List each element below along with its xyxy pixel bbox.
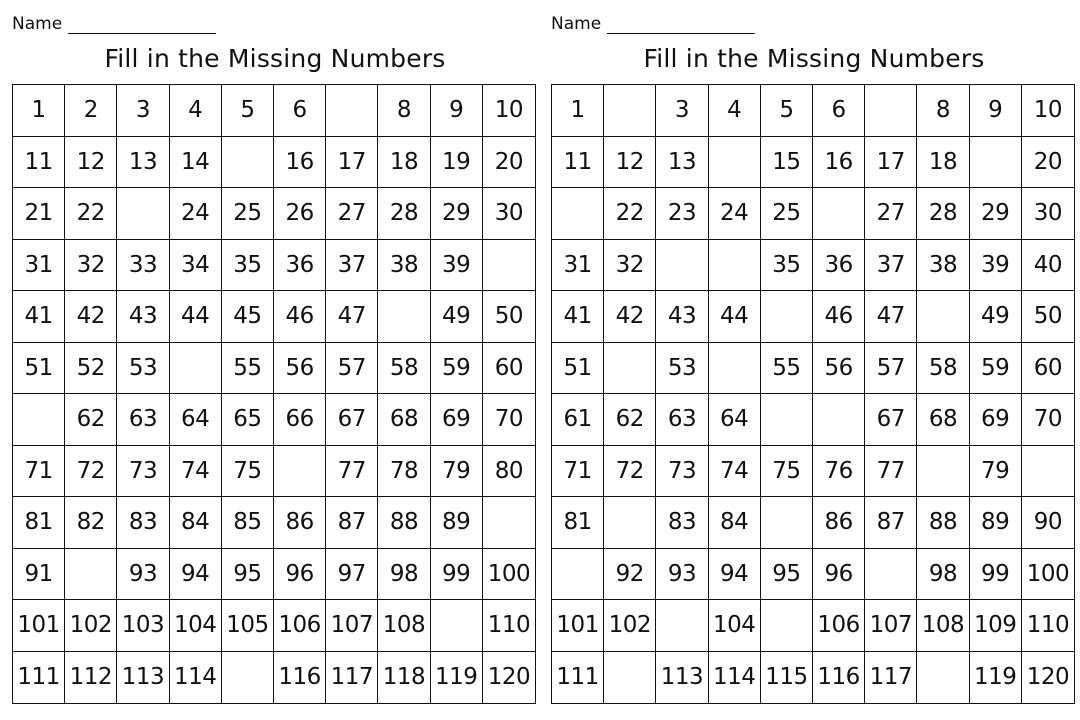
number-cell: 89 xyxy=(431,497,483,549)
number-cell: 106 xyxy=(813,600,865,652)
blank-cell[interactable] xyxy=(865,549,917,601)
number-cell: 117 xyxy=(326,652,378,704)
blank-cell[interactable] xyxy=(13,394,65,446)
number-cell: 1 xyxy=(552,85,604,137)
number-cell: 34 xyxy=(170,240,222,292)
number-cell: 31 xyxy=(552,240,604,292)
number-cell: 15 xyxy=(761,137,813,189)
number-cell: 94 xyxy=(170,549,222,601)
number-cell: 64 xyxy=(709,394,761,446)
number-cell: 53 xyxy=(656,343,708,395)
number-cell: 51 xyxy=(13,343,65,395)
number-cell: 117 xyxy=(865,652,917,704)
blank-cell[interactable] xyxy=(326,85,378,137)
worksheet-title: Fill in the Missing Numbers xyxy=(643,44,985,73)
number-cell: 102 xyxy=(65,600,117,652)
number-cell: 40 xyxy=(1022,240,1074,292)
number-cell: 14 xyxy=(170,137,222,189)
number-cell: 99 xyxy=(431,549,483,601)
number-cell: 80 xyxy=(483,446,535,498)
number-cell: 27 xyxy=(326,188,378,240)
number-cell: 3 xyxy=(656,85,708,137)
number-cell: 37 xyxy=(326,240,378,292)
number-cell: 105 xyxy=(222,600,274,652)
number-cell: 71 xyxy=(13,446,65,498)
number-cell: 35 xyxy=(222,240,274,292)
number-cell: 24 xyxy=(709,188,761,240)
number-cell: 83 xyxy=(656,497,708,549)
number-cell: 107 xyxy=(326,600,378,652)
number-cell: 53 xyxy=(117,343,169,395)
number-cell: 58 xyxy=(378,343,430,395)
number-cell: 32 xyxy=(604,240,656,292)
number-cell: 47 xyxy=(326,291,378,343)
worksheet-title: Fill in the Missing Numbers xyxy=(104,44,446,73)
blank-cell[interactable] xyxy=(917,446,969,498)
number-cell: 109 xyxy=(970,600,1022,652)
number-cell: 113 xyxy=(117,652,169,704)
number-cell: 96 xyxy=(274,549,326,601)
blank-cell[interactable] xyxy=(552,188,604,240)
blank-cell[interactable] xyxy=(761,497,813,549)
number-cell: 46 xyxy=(813,291,865,343)
number-cell: 106 xyxy=(274,600,326,652)
number-cell: 56 xyxy=(813,343,865,395)
number-cell: 86 xyxy=(813,497,865,549)
number-cell: 78 xyxy=(378,446,430,498)
blank-cell[interactable] xyxy=(813,188,865,240)
blank-cell[interactable] xyxy=(117,188,169,240)
name-label: Name xyxy=(12,14,63,34)
number-cell: 79 xyxy=(970,446,1022,498)
number-cell: 22 xyxy=(604,188,656,240)
number-cell: 101 xyxy=(13,600,65,652)
number-cell: 35 xyxy=(761,240,813,292)
number-cell: 30 xyxy=(483,188,535,240)
number-cell: 102 xyxy=(604,600,656,652)
number-cell: 29 xyxy=(970,188,1022,240)
number-cell: 22 xyxy=(65,188,117,240)
number-cell: 12 xyxy=(65,137,117,189)
number-cell: 112 xyxy=(65,652,117,704)
blank-cell[interactable] xyxy=(970,137,1022,189)
number-cell: 88 xyxy=(378,497,430,549)
number-cell: 8 xyxy=(378,85,430,137)
number-cell: 21 xyxy=(13,188,65,240)
number-cell: 119 xyxy=(431,652,483,704)
number-cell: 83 xyxy=(117,497,169,549)
number-cell: 110 xyxy=(483,600,535,652)
number-cell: 29 xyxy=(431,188,483,240)
number-cell: 4 xyxy=(170,85,222,137)
number-cell: 23 xyxy=(656,188,708,240)
blank-cell[interactable] xyxy=(1022,446,1074,498)
number-cell: 10 xyxy=(483,85,535,137)
number-cell: 93 xyxy=(656,549,708,601)
number-cell: 68 xyxy=(917,394,969,446)
number-cell: 11 xyxy=(13,137,65,189)
number-cell: 2 xyxy=(65,85,117,137)
number-cell: 59 xyxy=(970,343,1022,395)
number-cell: 47 xyxy=(865,291,917,343)
number-cell: 33 xyxy=(117,240,169,292)
number-cell: 41 xyxy=(13,291,65,343)
worksheet-right xyxy=(551,0,1077,720)
number-cell: 70 xyxy=(483,394,535,446)
number-cell: 84 xyxy=(709,497,761,549)
number-cell: 42 xyxy=(604,291,656,343)
blank-cell[interactable] xyxy=(170,343,222,395)
number-cell: 74 xyxy=(170,446,222,498)
number-cell: 39 xyxy=(970,240,1022,292)
number-cell: 30 xyxy=(1022,188,1074,240)
blank-cell[interactable] xyxy=(483,497,535,549)
number-cell: 108 xyxy=(378,600,430,652)
number-cell: 20 xyxy=(483,137,535,189)
number-cell: 50 xyxy=(1022,291,1074,343)
number-cell: 44 xyxy=(709,291,761,343)
number-cell: 70 xyxy=(1022,394,1074,446)
number-cell: 44 xyxy=(170,291,222,343)
number-cell: 60 xyxy=(483,343,535,395)
number-cell: 120 xyxy=(487,664,531,691)
number-cell: 116 xyxy=(274,652,326,704)
number-cell: 116 xyxy=(813,652,865,704)
number-cell: 67 xyxy=(326,394,378,446)
number-cell: 18 xyxy=(378,137,430,189)
number-cell: 60 xyxy=(1022,343,1074,395)
number-cell: 38 xyxy=(917,240,969,292)
number-cell: 82 xyxy=(65,497,117,549)
number-cell: 100 xyxy=(1022,549,1074,601)
number-cell: 26 xyxy=(274,188,326,240)
number-cell: 37 xyxy=(865,240,917,292)
blank-cell[interactable] xyxy=(222,137,274,189)
number-cell: 76 xyxy=(813,446,865,498)
blank-cell[interactable] xyxy=(431,600,483,652)
number-cell: 55 xyxy=(761,343,813,395)
blank-cell[interactable] xyxy=(656,600,708,652)
number-cell: 69 xyxy=(970,394,1022,446)
number-cell: 25 xyxy=(761,188,813,240)
number-cell: 45 xyxy=(222,291,274,343)
blank-cell[interactable] xyxy=(813,394,865,446)
number-cell: 28 xyxy=(378,188,430,240)
number-cell: 113 xyxy=(656,652,708,704)
number-cell: 98 xyxy=(378,549,430,601)
number-cell: 98 xyxy=(917,549,969,601)
number-cell: 43 xyxy=(656,291,708,343)
number-cell: 51 xyxy=(552,343,604,395)
blank-cell[interactable] xyxy=(65,549,117,601)
number-cell: 18 xyxy=(917,137,969,189)
number-cell: 4 xyxy=(709,85,761,137)
number-cell: 93 xyxy=(117,549,169,601)
number-cell: 104 xyxy=(170,600,222,652)
number-cell: 6 xyxy=(813,85,865,137)
blank-cell[interactable] xyxy=(865,85,917,137)
number-cell: 99 xyxy=(970,549,1022,601)
number-cell: 9 xyxy=(431,85,483,137)
number-cell: 12 xyxy=(604,137,656,189)
number-cell: 24 xyxy=(170,188,222,240)
number-cell: 20 xyxy=(1022,137,1074,189)
number-cell: 62 xyxy=(604,394,656,446)
number-cell: 119 xyxy=(970,652,1022,704)
number-cell: 61 xyxy=(552,394,604,446)
number-cell: 100 xyxy=(483,549,535,601)
number-cell: 101 xyxy=(552,600,604,652)
number-cell: 13 xyxy=(656,137,708,189)
number-cell: 62 xyxy=(65,394,117,446)
number-cell: 13 xyxy=(117,137,169,189)
blank-cell[interactable] xyxy=(709,240,761,292)
number-cell: 5 xyxy=(222,85,274,137)
number-cell: 118 xyxy=(378,652,430,704)
number-cell: 103 xyxy=(117,600,169,652)
name-input-line[interactable] xyxy=(68,15,216,34)
number-cell: 85 xyxy=(222,497,274,549)
number-cell: 64 xyxy=(170,394,222,446)
number-cell: 63 xyxy=(117,394,169,446)
number-cell: 75 xyxy=(761,446,813,498)
blank-cell[interactable] xyxy=(604,497,656,549)
number-cell: 5 xyxy=(761,85,813,137)
number-cell: 72 xyxy=(65,446,117,498)
blank-cell[interactable] xyxy=(709,137,761,189)
number-cell: 120 xyxy=(1026,664,1070,691)
number-cell: 95 xyxy=(761,549,813,601)
number-cell: 73 xyxy=(656,446,708,498)
number-cell: 84 xyxy=(170,497,222,549)
number-cell: 25 xyxy=(222,188,274,240)
number-cell: 42 xyxy=(65,291,117,343)
number-cell: 3 xyxy=(117,85,169,137)
number-cell: 1 xyxy=(13,85,65,137)
number-cell: 92 xyxy=(604,549,656,601)
number-cell: 90 xyxy=(1022,497,1074,549)
number-cell: 11 xyxy=(552,137,604,189)
number-cell: 74 xyxy=(709,446,761,498)
blank-cell[interactable] xyxy=(552,549,604,601)
blank-cell[interactable] xyxy=(222,652,274,704)
number-cell: 111 xyxy=(13,652,65,704)
number-cell: 63 xyxy=(656,394,708,446)
number-cell: 41 xyxy=(552,291,604,343)
number-cell: 81 xyxy=(552,497,604,549)
blank-cell[interactable] xyxy=(917,291,969,343)
number-cell: 72 xyxy=(604,446,656,498)
number-cell: 27 xyxy=(865,188,917,240)
number-cell: 87 xyxy=(865,497,917,549)
number-cell: 67 xyxy=(865,394,917,446)
number-cell: 32 xyxy=(65,240,117,292)
number-cell: 108 xyxy=(917,600,969,652)
number-cell: 43 xyxy=(117,291,169,343)
number-cell: 69 xyxy=(431,394,483,446)
number-cell: 36 xyxy=(274,240,326,292)
number-cell: 68 xyxy=(378,394,430,446)
number-cell: 17 xyxy=(865,137,917,189)
number-cell: 19 xyxy=(431,137,483,189)
name-row xyxy=(551,10,755,34)
number-cell: 59 xyxy=(431,343,483,395)
number-cell: 10 xyxy=(1022,85,1074,137)
blank-cell[interactable] xyxy=(604,652,656,704)
number-cell: 66 xyxy=(274,394,326,446)
number-cell: 81 xyxy=(13,497,65,549)
number-cell: 57 xyxy=(326,343,378,395)
number-cell: 77 xyxy=(326,446,378,498)
number-cell: 94 xyxy=(709,549,761,601)
number-cell: 86 xyxy=(274,497,326,549)
number-cell: 115 xyxy=(761,652,813,704)
blank-cell[interactable] xyxy=(761,600,813,652)
number-cell: 111 xyxy=(552,652,604,704)
number-cell: 95 xyxy=(222,549,274,601)
blank-cell[interactable] xyxy=(483,240,535,292)
blank-cell[interactable] xyxy=(761,291,813,343)
blank-cell[interactable] xyxy=(604,343,656,395)
number-cell: 110 xyxy=(1022,600,1074,652)
number-cell: 49 xyxy=(431,291,483,343)
name-input-line[interactable] xyxy=(607,15,755,34)
name-row xyxy=(12,10,216,34)
blank-cell[interactable] xyxy=(761,394,813,446)
number-cell: 79 xyxy=(431,446,483,498)
number-cell: 104 xyxy=(709,600,761,652)
number-cell: 58 xyxy=(917,343,969,395)
blank-cell[interactable] xyxy=(917,652,969,704)
number-cell: 91 xyxy=(13,549,65,601)
number-cell: 107 xyxy=(865,600,917,652)
number-cell: 89 xyxy=(970,497,1022,549)
number-cell: 88 xyxy=(917,497,969,549)
number-cell: 38 xyxy=(378,240,430,292)
number-cell: 114 xyxy=(170,652,222,704)
number-cell: 57 xyxy=(865,343,917,395)
number-cell: 77 xyxy=(865,446,917,498)
blank-cell[interactable] xyxy=(378,291,430,343)
number-cell: 52 xyxy=(65,343,117,395)
blank-cell[interactable] xyxy=(274,446,326,498)
number-cell: 75 xyxy=(222,446,274,498)
blank-cell[interactable] xyxy=(604,85,656,137)
number-cell: 87 xyxy=(326,497,378,549)
number-cell: 8 xyxy=(917,85,969,137)
number-cell: 17 xyxy=(326,137,378,189)
number-cell: 65 xyxy=(222,394,274,446)
blank-cell[interactable] xyxy=(656,240,708,292)
name-label: Name xyxy=(551,14,602,34)
number-grid xyxy=(12,84,536,704)
number-cell: 36 xyxy=(813,240,865,292)
number-cell: 50 xyxy=(483,291,535,343)
number-grid xyxy=(551,84,1075,704)
number-cell: 71 xyxy=(552,446,604,498)
number-cell: 16 xyxy=(813,137,865,189)
number-cell: 16 xyxy=(274,137,326,189)
blank-cell[interactable] xyxy=(709,343,761,395)
number-cell: 31 xyxy=(13,240,65,292)
number-cell: 56 xyxy=(274,343,326,395)
number-cell: 55 xyxy=(222,343,274,395)
number-cell: 73 xyxy=(117,446,169,498)
number-cell: 49 xyxy=(970,291,1022,343)
number-cell: 9 xyxy=(970,85,1022,137)
number-cell: 97 xyxy=(326,549,378,601)
number-cell: 46 xyxy=(274,291,326,343)
number-cell: 6 xyxy=(274,85,326,137)
number-cell: 96 xyxy=(813,549,865,601)
number-cell: 28 xyxy=(917,188,969,240)
number-cell: 114 xyxy=(709,652,761,704)
number-cell: 39 xyxy=(431,240,483,292)
worksheet-left xyxy=(12,0,538,720)
